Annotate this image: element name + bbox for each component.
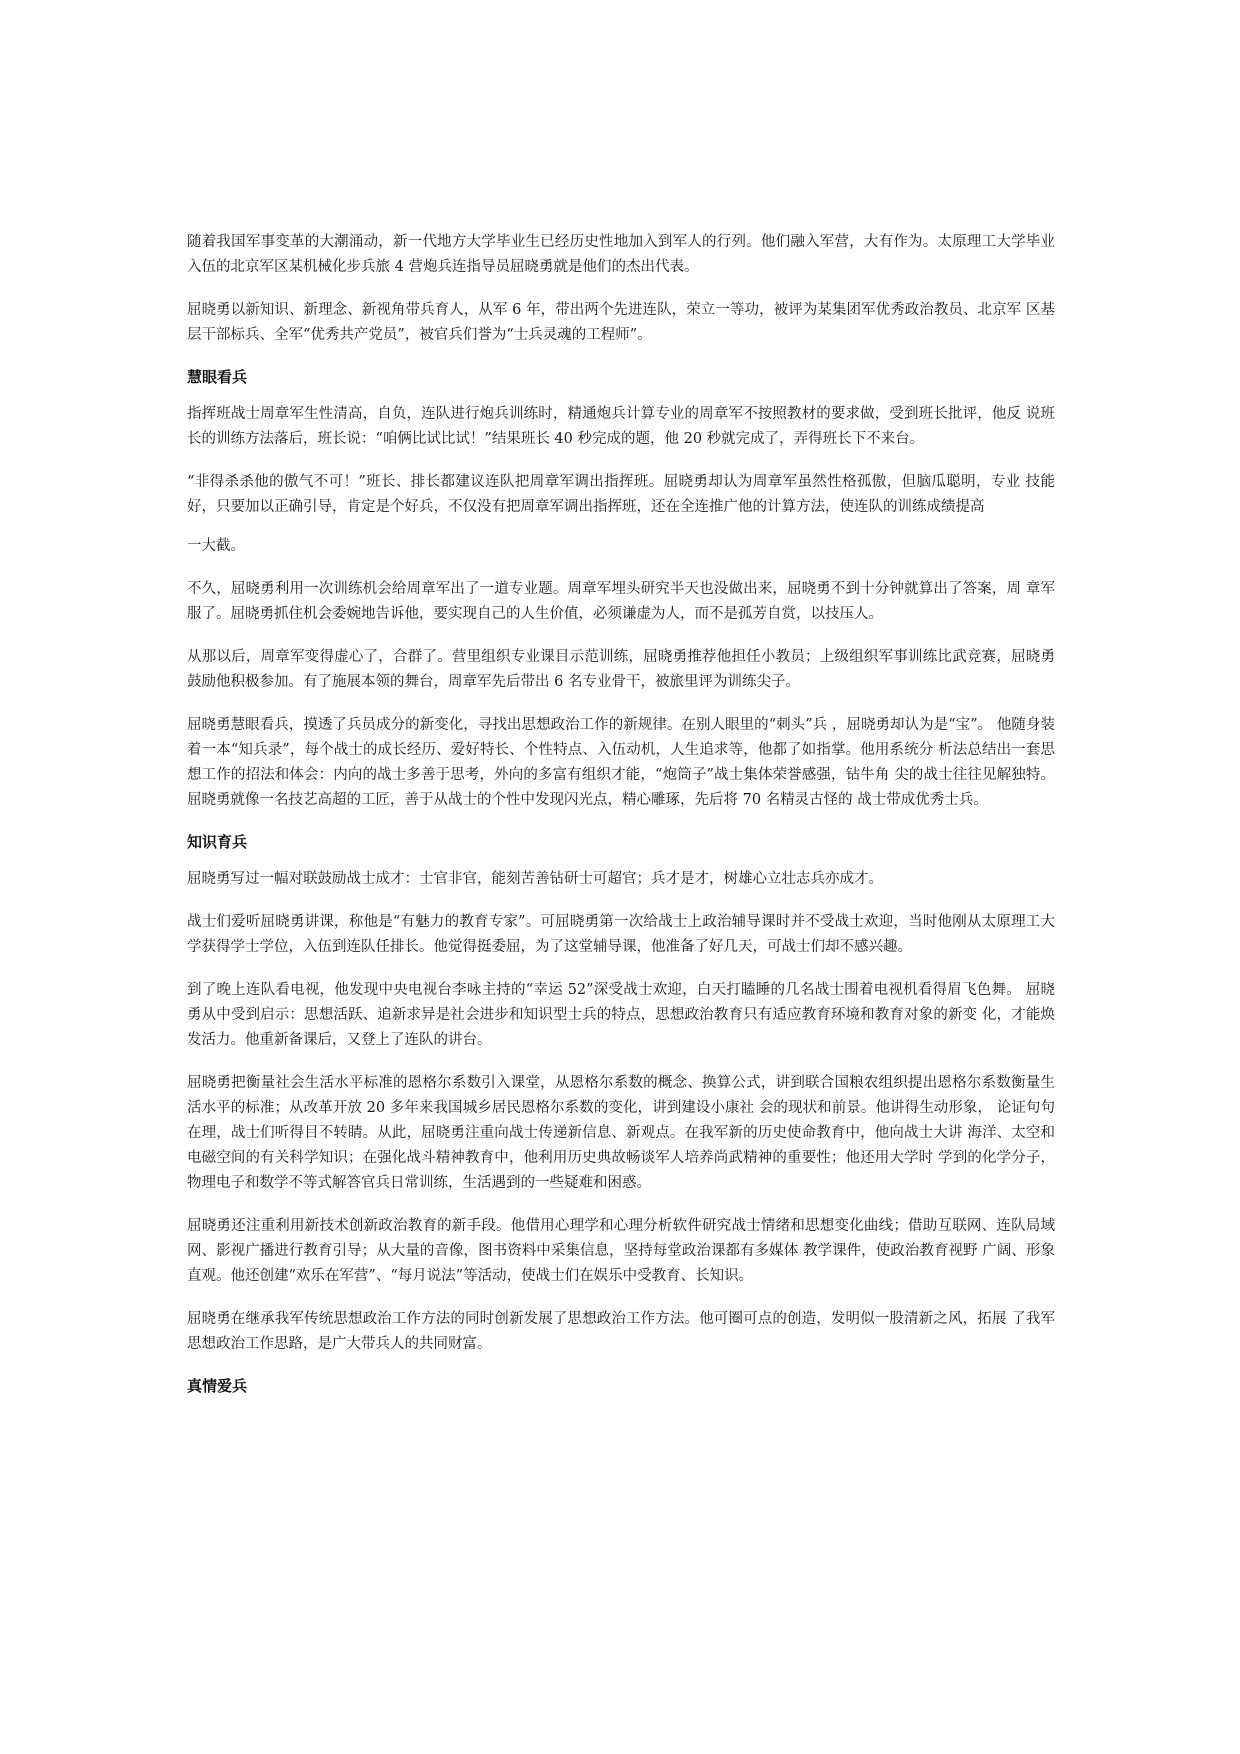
paragraph: 到了晚上连队看电视，他发现中央电视台李咏主持的“幸运 52”深受战士欢迎，白天打瞌睡的几名战士围着电视机看得眉飞色舞。 屈晓勇从中受到启示：思想活跃、追新求异是社会进步和知识型士兵的特点，思想政治教育只有适应教育环境和教育对象的新变 化，才能焕发活力。他重新备课后，又登上了连队的讲台。	[187, 982, 1055, 1048]
paragraph: 战士们爱听屈晓勇讲课，称他是“有魅力的教育专家”。可屈晓勇第一次给战士上政治辅导课时并不受战士欢迎，当时他刚从太原理工大学获得学士学位，入伍到连队任排长。他觉得挺委屈，为了这堂辅导课，他准备了好几天，可战士们却不感兴趣。	[187, 914, 1055, 955]
paragraph: 从那以后，周章军变得虚心了，合群了。营里组织专业课目示范训练，屈晓勇推荐他担任小教员；上级组织军事训练比武竞赛，屈晓勇鼓励他积极参加。有了施展本领的舞台，周章军先后带出 6 名专业骨干，被旅里评为训练尖子。	[187, 649, 1055, 690]
section-heading-zhenqing: 真情爱兵	[187, 1377, 248, 1395]
paragraph: 屈晓勇慧眼看兵，摸透了兵员成分的新变化，寻找出思想政治工作的新规律。在别人眼里的“刺头”兵 ，屈晓勇却认为是“宝”。 他随身装着一本“知兵录”，每个战士的成长经历、爱好特长、个性特点、入伍动机，人生追求等，他都了如指掌。他用系统分 析法总结出一套思想工作的招法和体会：内向的战士多善于思考，外向的多富有组织才能，“炮筒子”战士集体荣誉感强，钻牛角 尖的战士往往见解独特。屈晓勇就像一名技艺高超的工匠，善于从战士的个性中发现闪光点，精心雕琢，先后将 70 名精灵古怪的 战士带成优秀士兵。	[187, 717, 1055, 808]
paragraph: 屈晓勇把衡量社会生活水平标准的恩格尔系数引入课堂，从恩格尔系数的概念、换算公式，讲到联合国粮农组织提出恩格尔系数衡量生活水平的标准；从改革开放 20 多年来我国城乡居民恩格尔系数的变化，讲到建设小康社 会的现状和前景。他讲得生动形象， 论证句句在理，战士们听得目不转睛。从此，屈晓勇注重向战士传递新信息、新观点。在我军新的历史使命教育中，他向战士大讲 海洋、太空和电磁空间的有关科学知识；在强化战斗精神教育中，他利用历史典故畅谈军人培养尚武精神的重要性；他还用大学时 学到的化学分子，物理电子和数学不等式解答官兵日常训练，生活遇到的一些疑难和困惑。	[187, 1075, 1055, 1191]
paragraph: 屈晓勇在继承我军传统思想政治工作方法的同时创新发展了思想政治工作方法。他可圈可点的创造，发明似一股清新之风，拓展 了我军思想政治工作思路，是广大带兵人的共同财富。	[187, 1311, 1055, 1352]
paragraph: 屈晓勇还注重利用新技术创新政治教育的新手段。他借用心理学和心理分析软件研究战士情绪和思想变化曲线；借助互联网、连队局域网、影视广播进行教育引导；从大量的音像，图书资料中采集信息，坚持每堂政治课都有多媒体 教学课件，使政治教育视野 广阔、形象直观。他还创建“欢乐在军营”、“每月说法”等活动，使战士们在娱乐中受教育、长知识。	[187, 1218, 1055, 1284]
section-heading-zhishi: 知识育兵	[187, 833, 248, 851]
paragraph: 指挥班战士周章军生性清高，自负，连队进行炮兵训练时，精通炮兵计算专业的周章军不按照教材的要求做，受到班长批评，他反 说班长的训练方法落后，班长说：“咱俩比试比试！”结果班长 40 秒完成的题，他 20 秒就完成了，弄得班长下不来台。	[187, 406, 1055, 447]
document-page	[187, 230, 1055, 1411]
paragraph: 不久，屈晓勇利用一次训练机会给周章军出了一道专业题。周章军埋头研究半天也没做出来，屈晓勇不到十分钟就算出了答案，周 章军服了。屈晓勇抓住机会委婉地告诉他，要实现自己的人生价值，必须谦虚为人，而不是孤芳自赏，以技压人。	[187, 581, 1055, 622]
section-heading-huiyan: 慧眼看兵	[187, 368, 248, 386]
paragraph-intro: 随着我国军事变革的大潮涌动，新一代地方大学毕业生已经历史性地加入到军人的行列。他们融入军营，大有作为。太原理工大学毕业入伍的北京军区某机械化步兵旅 4 营炮兵连指导员屈晓勇就是他们的杰出代表。	[187, 234, 1055, 275]
paragraph: “非得杀杀他的傲气不可！”班长、排长都建议连队把周章军调出指挥班。屈晓勇却认为周章军虽然性格孤傲，但脑瓜聪明，专业 技能好，只要加以正确引导，肯定是个好兵，不仅没有把周章军调出指挥班，还在全连推广他的计算方法，使连队的训练成绩提高	[187, 474, 1055, 515]
paragraph-summary: 屈晓勇以新知识、新理念、新视角带兵育人，从军 6 年，带出两个先进连队，荣立一等功，被评为某集团军优秀政治教员、北京军 区基层干部标兵、全军“优秀共产党员”，被官兵们誉为“士兵灵魂的工程师”。	[187, 302, 1055, 343]
paragraph: 屈晓勇写过一幅对联鼓励战士成才：士官非官，能刻苦善钻研士可超官；兵才是才，树雄心立壮志兵亦成才。	[187, 871, 883, 887]
paragraph: 一大截。	[187, 538, 245, 554]
